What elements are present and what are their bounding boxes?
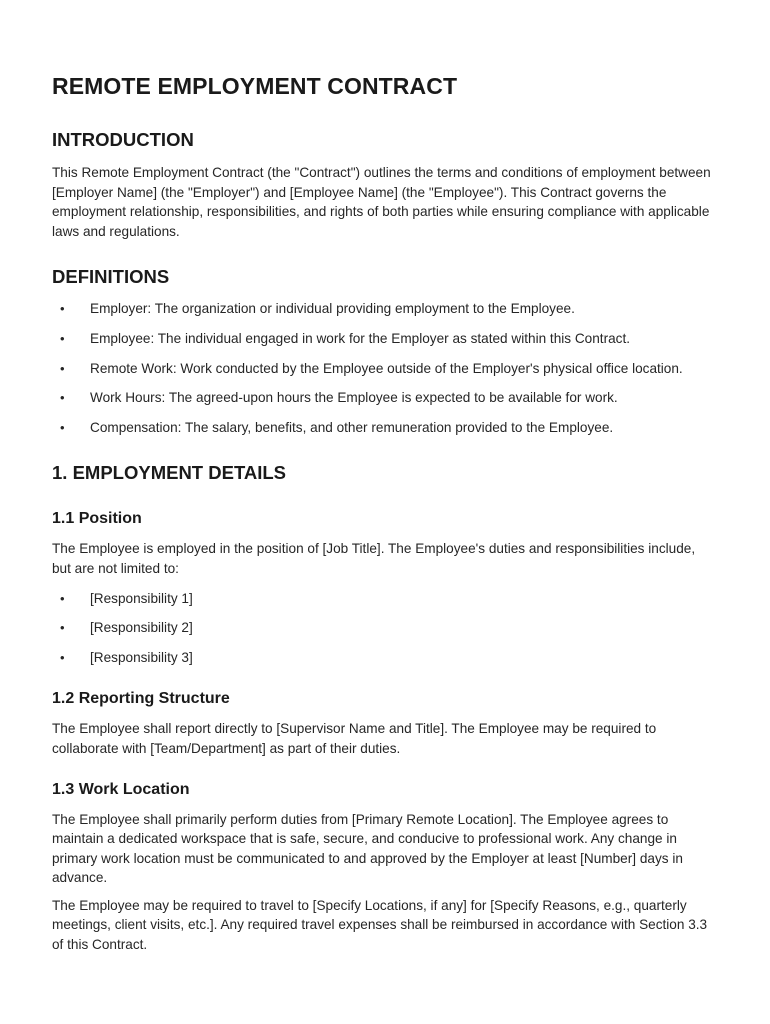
list-item (52, 388, 712, 408)
position-text: The Employee is employed in the position of [Job Title]. The Employee's duties and responsibilities include, but are not limited to: (52, 541, 696, 576)
bullet-icon: • (60, 590, 65, 606)
definitions-list (52, 299, 712, 437)
responsibility-2: [Responsibility 2] (90, 620, 193, 636)
responsibility-3: [Responsibility 3] (90, 649, 193, 665)
reporting-heading: 1.2 Reporting Structure (52, 690, 230, 708)
responsibilities-list (52, 589, 712, 668)
introduction-heading: INTRODUCTION (52, 129, 194, 150)
bullet-icon: • (60, 390, 65, 406)
bullet-icon: • (60, 620, 65, 636)
list-item (52, 589, 712, 609)
bullet-icon: • (60, 419, 65, 435)
list-item (52, 418, 712, 438)
bullet-icon: • (60, 330, 65, 346)
list-item (52, 329, 712, 349)
work-location-heading: 1.3 Work Location (52, 780, 190, 798)
bullet-icon: • (60, 301, 65, 317)
work-location-text-2: The Employee may be required to travel to [Specify Locations, if any] for [Specify Reasons, e.g., quarterly meetings, client visits, etc.]. Any required travel expenses shall be reimbursed in accordance with Section 3.3 of this Contract. (52, 897, 708, 953)
position-heading: 1.1 Position (52, 510, 142, 528)
work-location-text-1: The Employee shall primarily perform duties from [Primary Remote Location]. The Employee agrees to maintain a dedicated workspace that is safe, secure, and conducive to professional work. Any change in primary work location must be communicated to and approved by the Employer at least [Number] days in advance. (52, 811, 683, 886)
document-page (52, 72, 712, 955)
definition-employee: Employee: The individual engaged in work for the Employer as stated within this Contract. (90, 330, 631, 346)
list-item (52, 648, 712, 668)
definition-employer: Employer: The organization or individual providing employment to the Employee. (90, 301, 575, 317)
section-1-heading: 1. EMPLOYMENT DETAILS (52, 462, 287, 484)
list-item (52, 618, 712, 638)
reporting-text: The Employee shall report directly to [Supervisor Name and Title]. The Employee may be required to collaborate with [Team/Department] as part of their duties. (52, 721, 657, 756)
definition-compensation: Compensation: The salary, benefits, and other remuneration provided to the Employee. (90, 419, 614, 435)
definition-remote-work: Remote Work: Work conducted by the Employee outside of the Employer's physical office location. (90, 360, 683, 376)
definitions-heading: DEFINITIONS (52, 266, 170, 288)
definition-work-hours: Work Hours: The agreed-upon hours the Employee is expected to be available for work. (90, 390, 618, 406)
bullet-icon: • (60, 649, 65, 665)
list-item (52, 299, 712, 319)
bullet-icon: • (60, 360, 65, 376)
introduction-text: This Remote Employment Contract (the "Contract") outlines the terms and conditions of employment between [Employer Name] (the "Employer") and [Employee Name] (the "Employee"). This Contract governs the employment relationship, responsibilities, and rights of both parties while ensuring compliance with applicable laws and regulations. (52, 165, 711, 239)
list-item (52, 359, 712, 379)
document-title: REMOTE EMPLOYMENT CONTRACT (52, 73, 458, 99)
responsibility-1: [Responsibility 1] (90, 590, 193, 606)
